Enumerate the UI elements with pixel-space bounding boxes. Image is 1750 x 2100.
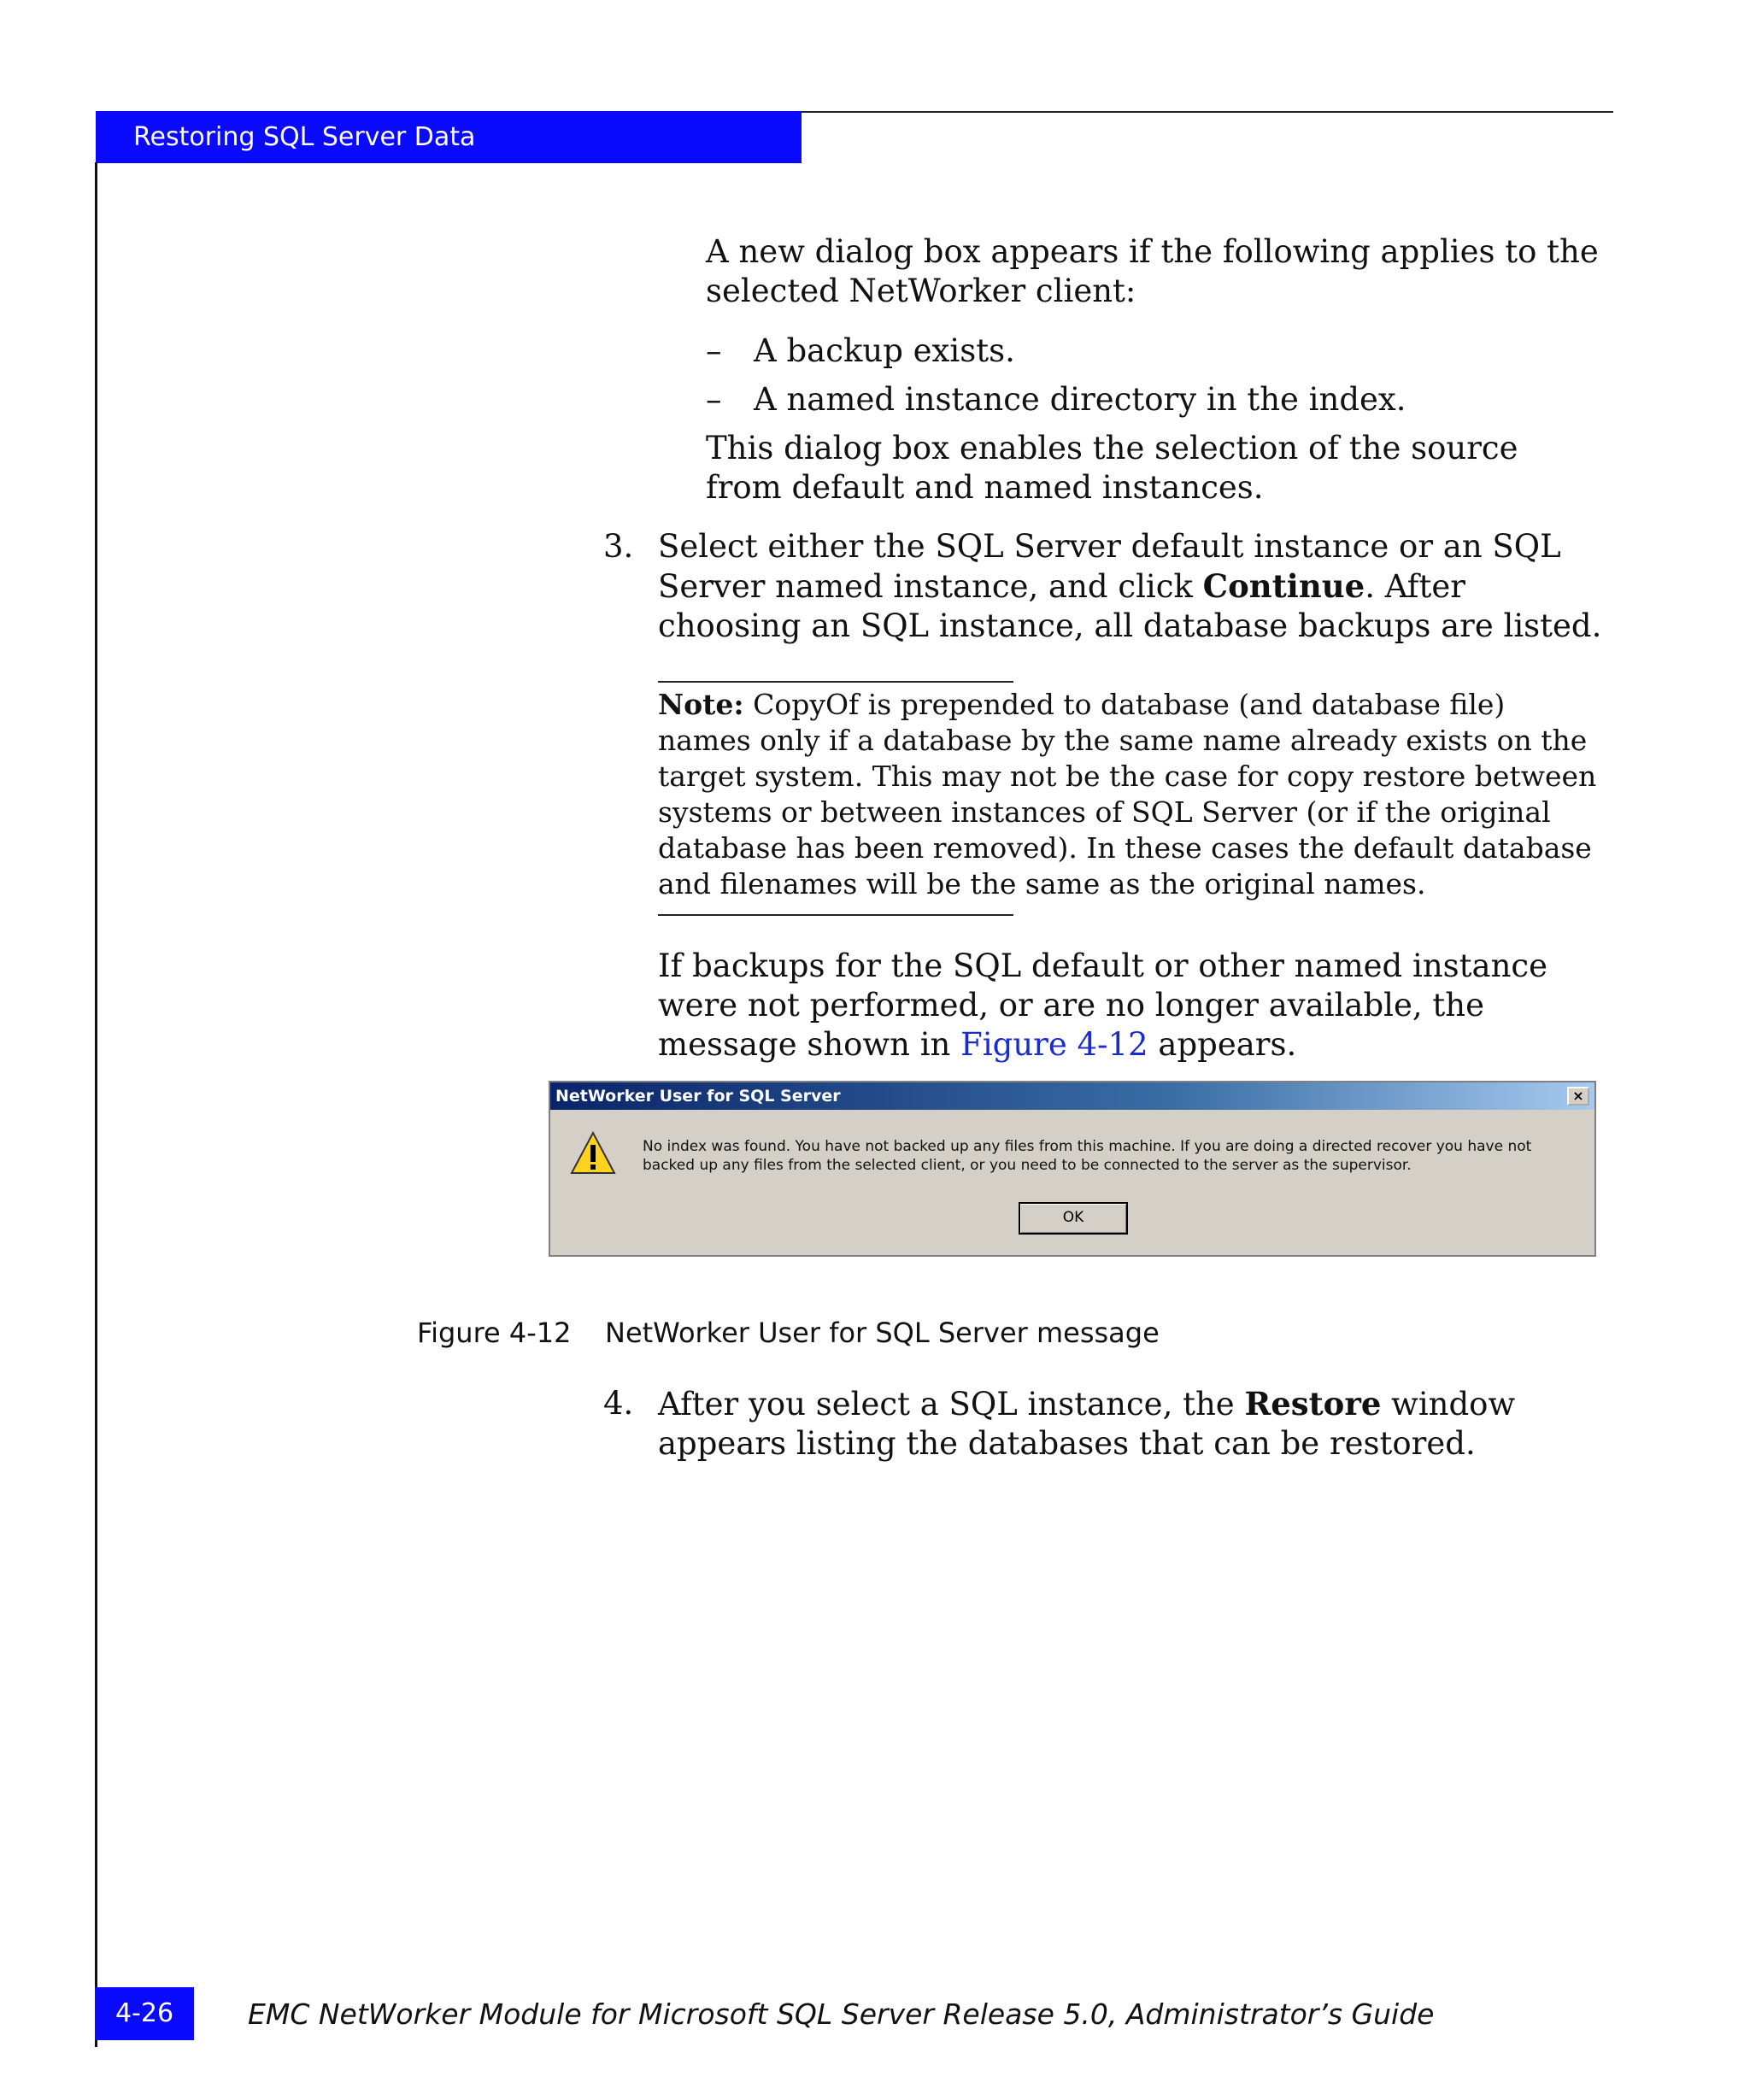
- intro-paragraph: A new dialog box appears if the following applies to the selected NetWorker client:: [706, 233, 1599, 309]
- step-number: 3.: [603, 528, 634, 565]
- bullet-text: A backup exists.: [754, 332, 1015, 369]
- note-block: [658, 687, 1606, 902]
- bullet-marker: –: [706, 381, 722, 418]
- figure-number: Figure 4-12: [417, 1317, 572, 1349]
- book-title: EMC NetWorker Module for Microsoft SQL Server Release 5.0, Administrator’s Guide: [248, 1997, 1435, 2031]
- paragraph-text: If backups for the SQL default or other named instance were not performed, or are no longer available, the message shown in: [658, 947, 1548, 1063]
- step-text-part: . After choosing an SQL instance, all database backups are listed.: [658, 568, 1602, 644]
- step-text-part: Select either the SQL Server default instance or an SQL Server named instance, and click: [658, 528, 1561, 605]
- bullet-text: A named instance directory in the index.: [754, 381, 1406, 418]
- backups-paragraph: [658, 947, 1606, 1065]
- note-text: CopyOf is prepended to database (and database file) names only if a database by the same name already exists on the target system. This may not be the case for copy restore between systems or between instances of SQL Server (or if the original database has been removed). In these cases the default database and filenames will be the same as the original names.: [658, 688, 1597, 900]
- paragraph-text: appears.: [1148, 1026, 1297, 1063]
- step-4-text: [658, 1384, 1606, 1464]
- left-margin-rule: [95, 162, 97, 2047]
- step-3-text: [658, 527, 1606, 646]
- step-text-part: window appears listing the databases that can be restored.: [658, 1386, 1516, 1462]
- section-title: Restoring SQL Server Data: [133, 122, 476, 152]
- intro-followup: This dialog box enables the selection of the source from default and named instances.: [706, 430, 1518, 506]
- restore-label: Restore: [1244, 1385, 1382, 1422]
- header-rule: [802, 111, 1613, 113]
- note-top-rule: [658, 681, 1013, 683]
- figure-link[interactable]: Figure 4-12: [960, 1026, 1148, 1063]
- close-button[interactable]: ×: [1567, 1087, 1589, 1106]
- continue-label: Continue: [1202, 567, 1365, 605]
- page-number: 4-26: [95, 1987, 194, 2040]
- step-number: 4.: [603, 1385, 634, 1422]
- dialog-title: NetWorker User for SQL Server: [555, 1087, 841, 1106]
- figure-caption: NetWorker User for SQL Server message: [605, 1317, 1160, 1349]
- dialog-message: No index was found. You have not backed up any files from this machine. If you are doing a directed recover you have not backed up any files from the selected client, or you need to be connected to the server as the supervisor.: [643, 1138, 1532, 1174]
- ok-button[interactable]: OK: [1019, 1202, 1128, 1235]
- bullet-item: [706, 331, 1603, 371]
- bullet-item: [706, 380, 1603, 419]
- note-label: Note:: [658, 688, 744, 721]
- dialog-title-bar: [550, 1082, 1594, 1110]
- bullet-marker: –: [706, 332, 722, 369]
- step-text-part: After you select a SQL instance, the: [658, 1386, 1245, 1422]
- note-bottom-rule: [658, 914, 1013, 916]
- warning-icon: [569, 1130, 617, 1176]
- section-header: [96, 111, 802, 163]
- message-dialog: [549, 1081, 1596, 1257]
